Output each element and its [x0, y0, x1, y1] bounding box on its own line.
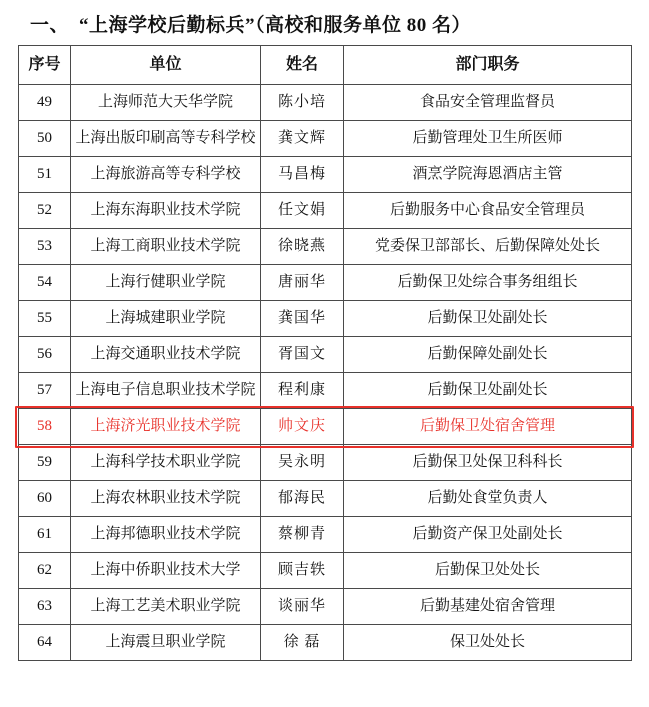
table-row	[19, 553, 632, 589]
cell-seq: 62	[19, 553, 71, 589]
table-row	[19, 625, 632, 661]
cell-post: 后勤基建处宿舍管理	[344, 589, 632, 625]
table-row	[19, 265, 632, 301]
cell-name: 顾吉轶	[261, 553, 344, 589]
column-header-seq: 序号	[19, 46, 71, 85]
cell-post: 食品安全管理监督员	[344, 85, 632, 121]
cell-post: 后勤保卫处副处长	[344, 301, 632, 337]
cell-name: 徐晓燕	[261, 229, 344, 265]
column-header-name: 姓名	[261, 46, 344, 85]
cell-post: 后勤保障处副处长	[344, 337, 632, 373]
cell-unit: 上海出版印刷高等专科学校	[71, 121, 261, 157]
table-row	[19, 517, 632, 553]
table-row	[19, 157, 632, 193]
table-row	[19, 193, 632, 229]
cell-unit: 上海电子信息职业技术学院	[71, 373, 261, 409]
cell-post: 后勤资产保卫处副处长	[344, 517, 632, 553]
table-row	[19, 229, 632, 265]
table-row	[19, 481, 632, 517]
cell-seq: 63	[19, 589, 71, 625]
cell-name: 马昌梅	[261, 157, 344, 193]
cell-name: 蔡柳青	[261, 517, 344, 553]
cell-post: 酒烹学院海恩酒店主管	[344, 157, 632, 193]
cell-seq: 51	[19, 157, 71, 193]
cell-name: 吴永明	[261, 445, 344, 481]
cell-seq: 61	[19, 517, 71, 553]
table-row	[19, 589, 632, 625]
cell-seq: 60	[19, 481, 71, 517]
cell-seq: 55	[19, 301, 71, 337]
cell-unit: 上海农林职业技术学院	[71, 481, 261, 517]
cell-unit: 上海城建职业学院	[71, 301, 261, 337]
cell-name: 龚国华	[261, 301, 344, 337]
cell-seq: 52	[19, 193, 71, 229]
cell-post: 后勤处食堂负责人	[344, 481, 632, 517]
cell-post: 后勤保卫处综合事务组组长	[344, 265, 632, 301]
roster-table-container	[18, 45, 631, 661]
cell-post: 后勤保卫处处长	[344, 553, 632, 589]
cell-unit: 上海旅游高等专科学校	[71, 157, 261, 193]
cell-name: 任文娟	[261, 193, 344, 229]
cell-unit: 上海震旦职业学院	[71, 625, 261, 661]
cell-seq: 54	[19, 265, 71, 301]
table-row	[19, 409, 632, 445]
cell-unit: 上海中侨职业技术大学	[71, 553, 261, 589]
cell-unit: 上海行健职业学院	[71, 265, 261, 301]
cell-unit: 上海工商职业技术学院	[71, 229, 261, 265]
table-row	[19, 373, 632, 409]
cell-seq: 59	[19, 445, 71, 481]
cell-name: 帅文庆	[261, 409, 344, 445]
table-row	[19, 85, 632, 121]
cell-name: 唐丽华	[261, 265, 344, 301]
cell-unit: 上海东海职业技术学院	[71, 193, 261, 229]
cell-unit: 上海交通职业技术学院	[71, 337, 261, 373]
cell-post: 后勤保卫处保卫科科长	[344, 445, 632, 481]
table-body	[19, 85, 632, 661]
cell-unit: 上海工艺美术职业学院	[71, 589, 261, 625]
cell-name: 谈丽华	[261, 589, 344, 625]
cell-seq: 50	[19, 121, 71, 157]
table-header	[19, 46, 632, 85]
column-header-unit: 单位	[71, 46, 261, 85]
cell-post: 后勤服务中心食品安全管理员	[344, 193, 632, 229]
cell-seq: 53	[19, 229, 71, 265]
cell-name: 陈小培	[261, 85, 344, 121]
roster-table	[18, 45, 632, 661]
cell-post: 后勤保卫处副处长	[344, 373, 632, 409]
cell-seq: 64	[19, 625, 71, 661]
table-row	[19, 301, 632, 337]
cell-post: 保卫处处长	[344, 625, 632, 661]
section-number: 一、	[30, 15, 70, 36]
table-row	[19, 337, 632, 373]
cell-name: 郁海民	[261, 481, 344, 517]
page-title	[0, 0, 649, 45]
cell-post: 党委保卫部部长、后勤保障处处长	[344, 229, 632, 265]
cell-name: 程利康	[261, 373, 344, 409]
cell-post: 后勤保卫处宿舍管理	[344, 409, 632, 445]
table-row	[19, 445, 632, 481]
cell-seq: 58	[19, 409, 71, 445]
cell-name: 徐 磊	[261, 625, 344, 661]
table-row	[19, 121, 632, 157]
cell-post: 后勤管理处卫生所医师	[344, 121, 632, 157]
cell-unit: 上海济光职业技术学院	[71, 409, 261, 445]
cell-name: 胥国文	[261, 337, 344, 373]
cell-unit: 上海师范大天华学院	[71, 85, 261, 121]
column-header-post: 部门职务	[344, 46, 632, 85]
cell-name: 龚文辉	[261, 121, 344, 157]
cell-unit: 上海科学技术职业学院	[71, 445, 261, 481]
cell-seq: 49	[19, 85, 71, 121]
cell-seq: 56	[19, 337, 71, 373]
cell-seq: 57	[19, 373, 71, 409]
section-title: “上海学校后勤标兵”（高校和服务单位 80 名）	[79, 15, 472, 36]
cell-unit: 上海邦德职业技术学院	[71, 517, 261, 553]
table-header-row	[19, 46, 632, 85]
